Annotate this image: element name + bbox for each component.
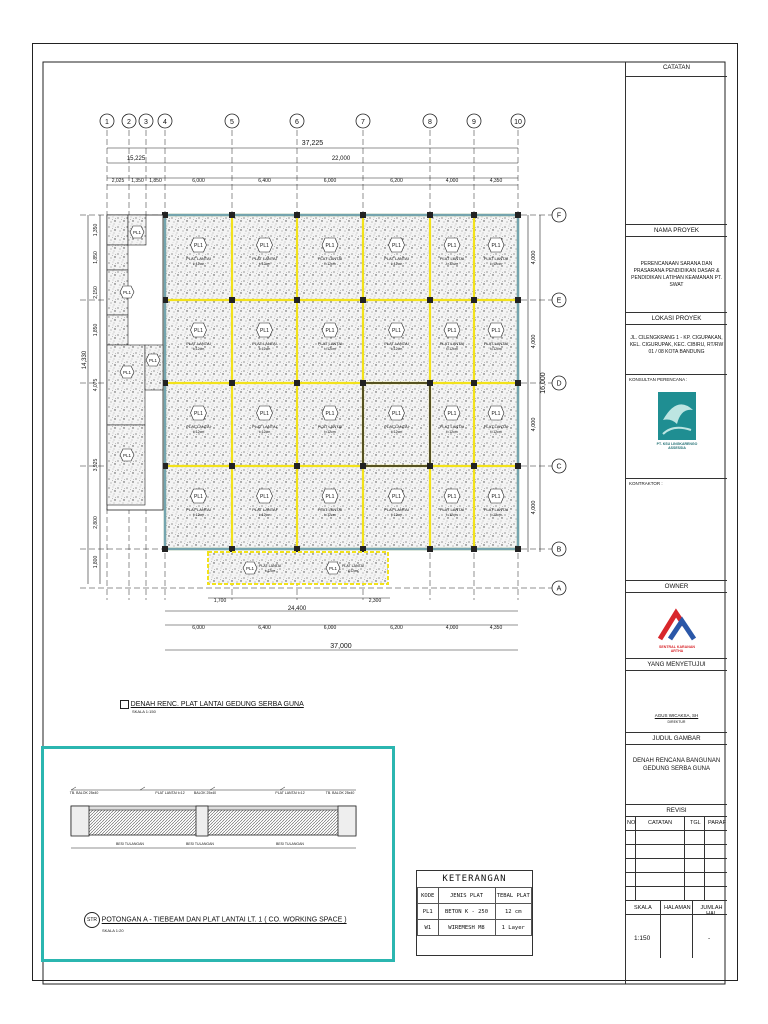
column [515, 546, 521, 552]
menyetujui-label: YANG MENYETUJUI [626, 658, 727, 670]
column [294, 212, 300, 218]
slab-label: PLAT LANTAI [439, 424, 465, 429]
owner-logo [656, 605, 698, 655]
column [229, 212, 235, 218]
column [229, 380, 235, 386]
column [427, 297, 433, 303]
slab-thickness: t=12cm [390, 262, 403, 266]
dim-bottom-segment: 6,400 [258, 625, 271, 631]
grid-label: C [556, 463, 562, 471]
owner-logo-text: SENTRAL KARANAN ARTHA [658, 645, 696, 653]
slab-tag: PL1 [392, 243, 401, 249]
slab-thickness: t=12cm [324, 262, 336, 266]
slab-thickness: t=12cm [258, 262, 271, 266]
slab-thickness: t=12cm [490, 430, 502, 434]
skala-value: 1:150 [634, 935, 651, 942]
slab-label: PLAT LANTAI [384, 507, 409, 512]
grid-bubble-4 [158, 114, 172, 128]
dim-left-segment: 1,850 [93, 323, 99, 337]
judul-label: JUDUL GAMBAR [626, 732, 727, 744]
legend-title: KETERANGAN [417, 871, 532, 888]
section-scale: SKALA 1:20 [102, 928, 124, 933]
legend-header: KODE [418, 888, 439, 904]
grid-bubble-A [552, 581, 566, 595]
section-callout: PLAT LANTAI t=12 [155, 791, 185, 795]
slab-thickness: t=12cm [347, 569, 359, 573]
slab-tag: PL1 [392, 411, 401, 417]
slab-thickness: t=12cm [324, 430, 336, 434]
section-callout: PLAT LANTAI t=12 [275, 791, 305, 795]
column [427, 546, 433, 552]
grid-label: E [556, 297, 562, 305]
grid-label: 4 [163, 119, 167, 126]
dim-left-segment: 1,800 [93, 555, 99, 569]
slab-tag: PL1 [447, 243, 457, 249]
legend-cell: PL1 [418, 904, 439, 920]
column [360, 297, 366, 303]
plan-caption: DENAH RENC. PLAT LANTAI GEDUNG SERBA GUNA [130, 701, 304, 709]
slab-thickness: t=12cm [446, 513, 458, 517]
rev-header-no: NO [627, 820, 636, 826]
slab-thickness: t=12cm [446, 347, 458, 351]
judul-gambar: DENAH RENCANA BANGUNAN GEDUNG SERBA GUNA [626, 744, 727, 804]
slab-tag: PL1 [325, 411, 335, 417]
slab-thickness: t=12cm [324, 347, 336, 351]
slab-tag: PL1 [194, 328, 203, 334]
slab-thickness: t=12cm [446, 430, 458, 434]
section-caption [84, 912, 347, 933]
dim-top-segment: 4,350 [489, 178, 503, 184]
dim-right-segment: 4,000 [531, 250, 537, 265]
column [515, 463, 521, 469]
dim-bottom-small: 1,700 [213, 598, 227, 604]
dim-bottom-segment: 4,000 [445, 625, 459, 631]
grid-bubble-8 [423, 114, 437, 128]
slab-panel [120, 449, 134, 461]
grid-bubble-F [552, 208, 566, 222]
slab-tag: PL1 [491, 243, 501, 249]
slab-label: PLAT LANTAI [317, 507, 343, 512]
slab-thickness: t=12cm [258, 430, 271, 434]
grid-label: 2 [127, 119, 131, 126]
column [360, 463, 366, 469]
slab-label: PLAT LANTAI [317, 256, 343, 261]
grid-label: 10 [514, 119, 522, 126]
grid-bubble-C [552, 459, 566, 473]
slab-thickness: t=12cm [390, 513, 403, 517]
slab-thickness: t=12cm [390, 430, 403, 434]
revision-header-row [626, 816, 727, 830]
nama-proyek-label: NAMA PROYEK [626, 224, 727, 236]
grid-label: 9 [472, 119, 476, 126]
nama-proyek: PERENCANAAN SARANA DAN PRASARANA PENDIDIKAN DASAR & PENDIDIKAN LATIHAN KEAMANAN PT. SWAT [626, 236, 727, 312]
column [471, 380, 477, 386]
slab-thickness: t=12cm [192, 513, 205, 517]
dim-top-segment: 6,400 [258, 178, 271, 184]
jumlah-label: JUMLAH HAL [700, 905, 723, 917]
dim-right-segment: 4,000 [531, 334, 537, 349]
slab-tag: PL1 [325, 243, 335, 249]
title-block [625, 62, 727, 984]
catatan-label: CATATAN [662, 64, 691, 71]
skala-label: SKALA [634, 905, 652, 911]
grid-label: B [556, 546, 562, 554]
dim-right-group: 22,000 [331, 156, 351, 162]
slab-panel [120, 366, 134, 378]
konsultan-logo-text: PT. KSU LINGKARENGO ASSESSIA [656, 442, 698, 450]
slab-thickness: t=12cm [490, 347, 502, 351]
dim-top-segment: 6,000 [192, 178, 205, 184]
slab-label: PLAT LANTAI [252, 341, 277, 346]
grid-bubble-E [552, 293, 566, 307]
signer-role: DIREKTUR [667, 720, 686, 724]
slab-panel [146, 354, 160, 366]
slab-tag: PL1 [325, 328, 335, 334]
legend-table [416, 870, 533, 956]
column [515, 297, 521, 303]
grid-bubble-3 [139, 114, 153, 128]
slab-label: PLAT LANTAI [186, 341, 211, 346]
dim-top-segment: 6,000 [323, 178, 337, 184]
slab-label: PLAT LANTAI [384, 424, 409, 429]
owner-label: OWNER [626, 580, 727, 592]
dim-left-segment: 1,350 [93, 223, 99, 237]
slab-tag: PL1 [260, 494, 269, 500]
legend-cell: 1 Layer [495, 920, 531, 936]
slab-label: PLAT LANTAI [384, 256, 409, 261]
slab-thickness: t=12cm [490, 262, 502, 266]
column [360, 212, 366, 218]
column [471, 546, 477, 552]
slab-label: PLAT LANTAI [483, 424, 509, 429]
slab-thickness: t=12cm [490, 513, 502, 517]
slab-label: PLAT LANTAI [439, 341, 465, 346]
slab-tag: PL1 [122, 370, 132, 375]
dim-left-overall: 14,330 [82, 350, 88, 370]
catatan-area [626, 76, 727, 224]
halaman-label: HALAMAN [664, 905, 691, 911]
dim-left-segment: 4,075 [93, 378, 99, 392]
slab-tag: PL1 [122, 453, 132, 458]
slab-thickness: t=12cm [390, 347, 403, 351]
dim-bottom-mid: 24,400 [287, 606, 307, 612]
dim-overall-bottom: 37,000 [330, 643, 352, 650]
dim-left-segment: 1,850 [93, 251, 99, 264]
slab-tag: PL1 [325, 494, 335, 500]
grid-bubble-9 [467, 114, 481, 128]
legend-header: JENIS PLAT [438, 888, 495, 904]
column [294, 297, 300, 303]
slab-tag: PL1 [491, 494, 501, 500]
dim-left-group: 15,225 [126, 156, 146, 162]
dim-overall-right: 16,000 [540, 372, 547, 394]
slab-label: PLAT LANTAI [252, 424, 277, 429]
column [515, 212, 521, 218]
column [471, 297, 477, 303]
slab-label: PLAT LANTAI [186, 424, 211, 429]
slab-tag: PL1 [194, 411, 203, 417]
slab-label: PLAT LANTAI [317, 341, 343, 346]
slab-panel [120, 286, 134, 298]
slab-thickness: t=12cm [264, 569, 276, 573]
column [427, 212, 433, 218]
legend-cell: W1 [418, 920, 439, 936]
grid-bubble-6 [290, 114, 304, 128]
grid-bubble-5 [225, 114, 239, 128]
slab-tag: PL1 [392, 328, 401, 334]
skala-value-row [626, 914, 727, 958]
lokasi-label: LOKASI PROYEK [626, 312, 727, 324]
grid-label: 1 [105, 119, 109, 126]
grid-bubble-2 [122, 114, 136, 128]
slab-thickness: t=12cm [192, 262, 205, 266]
slab-thickness: t=12cm [192, 430, 205, 434]
slab-label: PLAT LANTAI [384, 341, 409, 346]
slab-label: PLAT LANTAI [252, 256, 277, 261]
legend-header: TEBAL PLAT [495, 888, 531, 904]
dim-top-segment: 6,200 [390, 178, 403, 184]
slab-tag: PL1 [260, 243, 269, 249]
dim-top-segment: 1,850 [149, 178, 162, 184]
column [427, 380, 433, 386]
slab-thickness: t=12cm [258, 347, 271, 351]
dim-overall-top: 37,225 [301, 140, 324, 147]
grid-label: 3 [144, 119, 148, 126]
column [229, 297, 235, 303]
column [360, 380, 366, 386]
slab-tag: PL1 [245, 566, 255, 571]
jumlah-value: - [708, 935, 711, 942]
grid-label: F [556, 212, 562, 220]
slab-label: PLAT LANTAI [483, 341, 509, 346]
slab-thickness: t=12cm [192, 347, 205, 351]
grid-label: 8 [428, 119, 432, 126]
legend-cell: BETON K - 250 [438, 904, 495, 920]
slab-label: PLAT LANTAI [186, 256, 211, 261]
skala-header-row [626, 900, 727, 917]
dim-left-segment: 2,150 [93, 286, 99, 299]
dim-left-segment: 3,925 [93, 458, 99, 472]
dim-bottom-segment: 6,000 [323, 625, 337, 631]
rev-header-tgl: TGL [690, 820, 701, 826]
section-note: BESI TULANGAN [116, 842, 144, 846]
slab-tag: PL1 [260, 411, 269, 417]
konsultan-logo [655, 390, 699, 454]
column [427, 463, 433, 469]
column [294, 380, 300, 386]
canopy-slab [208, 552, 388, 584]
section-callout: TB. BALOK 25x40 [69, 791, 99, 795]
grid-bubble-10 [511, 114, 525, 128]
slab-label: PLAT LANTAI [317, 424, 343, 429]
dim-right-segment: 4,000 [531, 500, 537, 515]
dim-top-segment: 1,350 [131, 178, 144, 184]
dim-top-segment: 4,000 [445, 178, 459, 184]
slab-tag: PL1 [491, 411, 501, 417]
slab-tag: PL1 [392, 494, 401, 500]
dim-top-segment: 2,025 [111, 178, 125, 184]
lokasi-proyek: JL. CILENGKRANG 1 - KP. CIGUPAKAN, KEL. CIGURUPAK, KEC. CIBIRU, RT/RW 01 / 08 KOTA BANDUNG [626, 324, 727, 374]
slab-thickness: t=12cm [258, 513, 271, 517]
grid-label: 6 [295, 119, 299, 126]
signer-name: AGUS WICAKSA, SH [654, 713, 699, 718]
slab-thickness: t=12cm [324, 513, 336, 517]
section-tag: STR [84, 912, 100, 928]
slab-label: PLAT LANTAI [342, 564, 364, 568]
dim-bottom-small: 2,300 [368, 598, 382, 604]
slab-tag: PL1 [491, 328, 501, 334]
slab-tag: PL1 [132, 230, 142, 235]
slab-label: PLAT LANTAI [186, 507, 211, 512]
slab-tag: PL1 [447, 494, 457, 500]
section-callout: BALOK 25x40 [193, 791, 217, 795]
slab-label: PLAT LANTAI [483, 507, 509, 512]
slab-tag: PL1 [194, 243, 203, 249]
slab-label: PLAT LANTAI [439, 507, 465, 512]
slab-tag: PL1 [194, 494, 203, 500]
slab-label: PLAT LANTAI [483, 256, 509, 261]
slab-tag: PL1 [447, 411, 457, 417]
legend-cell: 12 cm [495, 904, 531, 920]
column [162, 546, 168, 552]
column [471, 212, 477, 218]
slab-thickness: t=12cm [446, 262, 458, 266]
slab-tag: PL1 [148, 358, 158, 363]
revisi-label: REVISI [626, 804, 727, 816]
kontraktor-label: KONTRAKTOR : [626, 478, 727, 580]
grid-bubble-B [552, 542, 566, 556]
slab-label: PLAT LANTAI [252, 507, 277, 512]
plan-caption-box [120, 700, 304, 714]
slab-tag: PL1 [328, 566, 338, 571]
dim-left-segment: 2,800 [93, 516, 99, 529]
legend-cell: WIREMESH M8 [438, 920, 495, 936]
column [294, 463, 300, 469]
slab-label: PLAT LANTAI [259, 564, 281, 568]
rev-header-catatan: CATATAN [648, 820, 673, 826]
rev-header-paraf: PARAF [708, 820, 726, 826]
slab-tag: PL1 [447, 328, 457, 334]
slab-tag: PL1 [122, 290, 132, 295]
section-callout: TB. BALOK 25x40 [325, 791, 355, 795]
section-note: BESI TULANGAN [186, 842, 214, 846]
grid-label: 5 [230, 119, 234, 126]
section-note: BESI TULANGAN [276, 842, 304, 846]
dim-bottom-segment: 6,000 [192, 625, 205, 631]
slab-tag: PL1 [260, 328, 269, 334]
plan-caption-scale: SKALA 1:150 [132, 709, 156, 714]
grid-label: 7 [361, 119, 365, 126]
dim-right-segment: 4,000 [531, 417, 537, 432]
column [515, 380, 521, 386]
grid-label: A [556, 585, 562, 593]
slab-panel [130, 226, 144, 238]
signature-area [626, 670, 727, 732]
dim-bottom-segment: 4,350 [489, 625, 503, 631]
grid-bubble-D [552, 376, 566, 390]
grid-bubble-1 [100, 114, 114, 128]
dim-bottom-segment: 6,200 [390, 625, 403, 631]
column [471, 463, 477, 469]
grid-label: D [556, 380, 562, 388]
column [229, 463, 235, 469]
konsultan-label: KONSULTAN PERENCANA : [626, 374, 727, 478]
section-title: POTONGAN A - TIEBEAM DAN PLAT LANTAI LT. 1 ( CO. WORKING SPACE ) [101, 916, 347, 924]
grid-bubble-7 [356, 114, 370, 128]
slab-label: PLAT LANTAI [439, 256, 465, 261]
